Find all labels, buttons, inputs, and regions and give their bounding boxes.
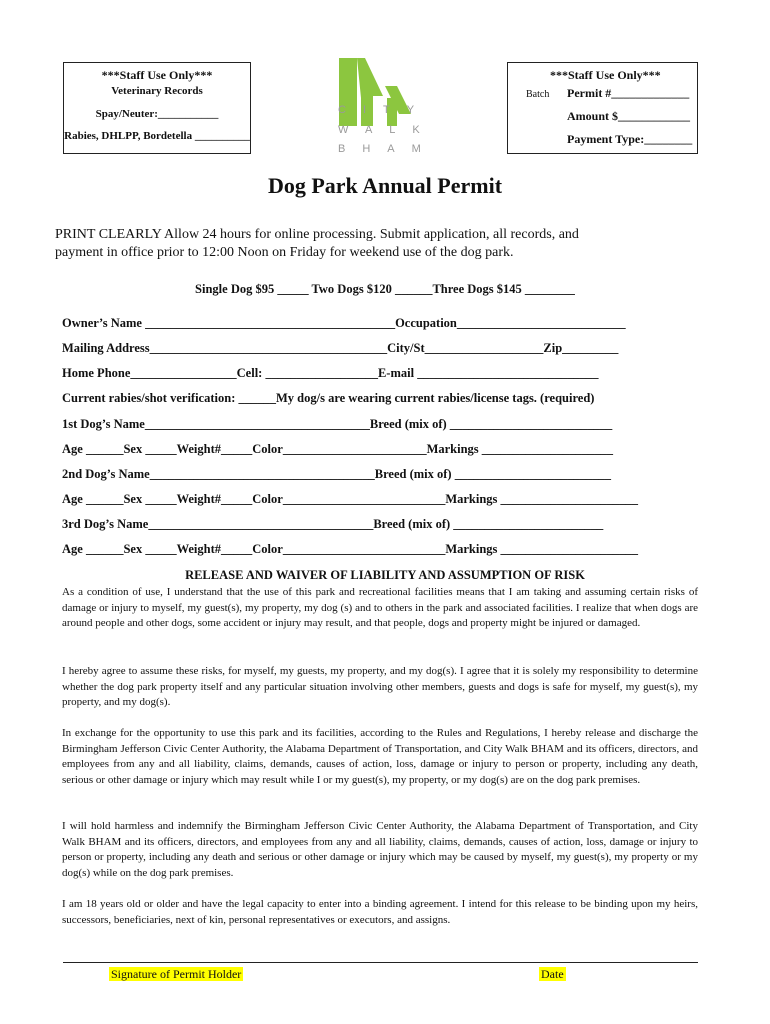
phone-email-row[interactable]: Home Phone_________________Cell: __________________E-mail _____________________________: [62, 366, 599, 380]
logo-text-city: CITY: [338, 104, 432, 116]
pricing-options[interactable]: Single Dog $95 _____ Two Dogs $120 ______Three Dogs $145 ________: [195, 282, 575, 296]
dog2-details-row[interactable]: Age ______Sex _____Weight#_____Color__________________________Markings ______________________: [62, 492, 639, 506]
staff-use-payment-box: [507, 62, 698, 154]
logo-text-bham: BHAM: [338, 143, 438, 155]
permit-number-field[interactable]: Permit #_____________: [567, 86, 690, 100]
batch-label: Batch: [526, 89, 550, 100]
waiver-paragraph-2: I hereby agree to assume these risks, for myself, my guests, my property, and my dog(s). I agree that it is solely my responsibility to determine whether the dog park property itself and any particular situation involving other members, guests and dogs is safe for myself, my guest(s), my property, and my dog(s).: [62, 665, 698, 709]
date-label: [539, 965, 566, 983]
intro-line-1: PRINT CLEARLY Allow 24 hours for online processing. Submit application, all records, and: [55, 227, 579, 242]
signature-line[interactable]: [63, 962, 698, 963]
dog3-name-row[interactable]: 3rd Dog’s Name____________________________________Breed (mix of) ________________________: [62, 517, 604, 531]
rabies-verification-row[interactable]: Current rabies/shot verification: ______My dog/s are wearing current rabies/license tags. (required): [62, 391, 595, 405]
dog2-name-row[interactable]: 2nd Dog’s Name____________________________________Breed (mix of) _________________________: [62, 467, 611, 481]
signature-label: [109, 965, 243, 983]
dog3-details-row[interactable]: Age ______Sex _____Weight#_____Color__________________________Markings ______________________: [62, 542, 639, 556]
staff-use-vet-records-box: [63, 62, 251, 154]
signature-label-text: Signature of Permit Holder: [111, 967, 242, 981]
logo-text-walk: WALK: [338, 124, 437, 136]
staff-use-title-right: ***Staff Use Only***: [550, 68, 661, 82]
waiver-paragraph-1: As a condition of use, I understand that the use of this park and recreational facilities means that I am taking and assuming certain risks of damage or injury to myself, my guest(s), my property, my dog (s) and to others in the park and associated facilities. I realize that when dogs are around people and other dogs, some accident or injury may result, and that people, dogs and property might be injured or damaged.: [62, 586, 698, 630]
waiver-paragraph-5: I am 18 years old or older and have the legal capacity to enter into a binding agreement. I intend for this release to be binding upon my heirs, successors, beneficiaries, next of kin, personal representatives or executors, and assigns.: [62, 898, 698, 926]
waiver-paragraph-3: In exchange for the opportunity to use this park and its facilities, according to the Rules and Regulations, I hereby release and discharge the Birmingham Jefferson Civic Center Authority, the Alabama Department of Transportation, and City Walk BHAM and its officers, directors, and employees from any and all liability, claims, demands, causes of action, loss, damage or injury to person or property, including any death, serious or other damage or injury which may result while I or my guest(s), my property, or my dog(s) are on the dog park premises.: [62, 727, 698, 786]
waiver-paragraph-4: I will hold harmless and indemnify the Birmingham Jefferson Civic Center Authority, the Alabama Department of Transportation, and City Walk BHAM and its officers, directors, and employees from any and all liability, claims, demands, causes of action, loss, damage or injury to person or property, including any death and serious or other damage or injury which may be caused by myself, my guest(s), my property or my dog(s) while on the dog park premises.: [62, 820, 698, 879]
vet-records-label: Veterinary Records: [111, 85, 203, 97]
rabies-dhlpp-field[interactable]: Rabies, DHLPP, Bordetella __________: [64, 130, 250, 142]
release-heading: RELEASE AND WAIVER OF LIABILITY AND ASSUMPTION OF RISK: [185, 568, 585, 582]
city-walk-logo: [335, 28, 415, 158]
payment-type-field[interactable]: Payment Type:________: [567, 132, 693, 146]
spay-neuter-field[interactable]: Spay/Neuter:___________: [95, 108, 219, 120]
dog1-details-row[interactable]: Age ______Sex _____Weight#_____Color_______________________Markings _____________________: [62, 442, 614, 456]
mailing-address-row[interactable]: Mailing Address______________________________________City/St___________________Zip_________: [62, 341, 619, 355]
page-title: Dog Park Annual Permit: [267, 173, 503, 198]
staff-use-title: ***Staff Use Only***: [101, 68, 213, 82]
dog1-name-row[interactable]: 1st Dog’s Name____________________________________Breed (mix of) __________________________: [62, 417, 613, 431]
amount-field[interactable]: Amount $____________: [567, 109, 691, 123]
date-label-text: Date: [541, 967, 564, 981]
owner-name-row[interactable]: Owner’s Name ________________________________________Occupation___________________________: [62, 316, 626, 330]
intro-line-2: payment in office prior to 12:00 Noon on Friday for weekend use of the dog park.: [55, 245, 514, 260]
